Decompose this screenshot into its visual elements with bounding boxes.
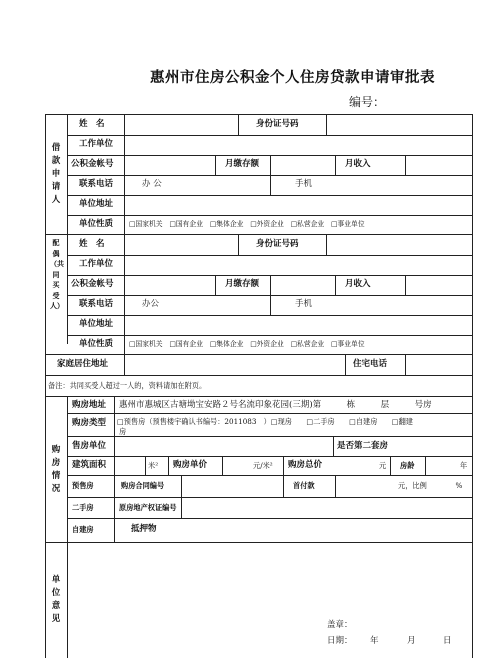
spouse-employer-label: 工作单位 <box>79 259 114 269</box>
spouse-phone-label: 联系电话 <box>79 299 114 309</box>
employer-opinion-label: 单位意见 <box>51 575 61 624</box>
down-payment-unit: 元，比例 % <box>398 481 463 490</box>
total-price-label: 购房总价 <box>288 460 323 470</box>
spouse-nature-label: 单位性质 <box>79 339 114 349</box>
note-text: 备注：共同买受人超过一人的，资料请加在附页。 <box>48 381 207 390</box>
seal-label: 盖章： <box>327 620 353 630</box>
borrower-address-label: 单位地址 <box>79 199 114 209</box>
borrower-monthly-deposit-label: 月缴存额 <box>225 159 260 169</box>
spouse-office-label: 办公 <box>142 299 160 309</box>
purchase-type-label: 购房类型 <box>72 418 107 428</box>
mortgage-label: 抵押物 <box>131 524 157 534</box>
contract-number-label: 购房合同编号 <box>121 481 165 490</box>
spouse-name-label: 姓 名 <box>79 239 105 249</box>
date-year: 年 <box>370 636 379 646</box>
seller-label: 售房单位 <box>72 441 107 451</box>
selfbuild-label: 自建房 <box>72 525 94 534</box>
spouse-monthly-income-label: 月收入 <box>345 279 371 289</box>
spouse-address-label: 单位地址 <box>79 319 114 329</box>
property-cert-label: 原房地产权证编号 <box>119 503 177 512</box>
borrower-mobile-label: 手机 <box>295 179 313 189</box>
purchase-address-label: 购房地址 <box>72 400 107 410</box>
form-table <box>45 114 473 658</box>
second-home-label: 是否第二套房 <box>337 441 389 451</box>
spouse-account-label: 公积金帐号 <box>71 279 114 289</box>
borrower-section-label: 借款申请人 <box>51 143 61 205</box>
date-day: 日 <box>443 636 452 646</box>
house-age-label: 房龄 <box>400 461 415 470</box>
spouse-id-label: 身份证号码 <box>256 239 299 249</box>
down-payment-label: 首付款 <box>293 481 315 490</box>
spouse-section-label: 配偶（共同买受人） <box>50 238 64 310</box>
house-age-unit: 年 <box>460 461 468 470</box>
form-number-label: 编号： <box>349 95 386 109</box>
spouse-mobile-label: 手机 <box>295 299 313 309</box>
purchase-type-options-wrap: 房 <box>119 427 127 436</box>
total-price-unit: 元 <box>379 461 387 470</box>
spouse-monthly-deposit-label: 月缴存额 <box>225 279 260 289</box>
spouse-nature-options: □国家机关 □国有企业 □集体企业 □外资企业 □私营企业 □事业单位 <box>129 340 365 348</box>
purchase-section-label: 购房情况 <box>51 445 61 494</box>
borrower-employer-label: 工作单位 <box>79 139 114 149</box>
presale-label: 预售房 <box>72 481 94 490</box>
borrower-account-label: 公积金帐号 <box>71 159 114 169</box>
purchase-address-value: 惠州市惠城区古塘坳宝安路２号名流印象花园(三期)第 栋 层 号房 <box>119 400 432 410</box>
borrower-office-label: 办 公 <box>142 179 162 189</box>
date-month: 月 <box>407 636 416 646</box>
area-label: 建筑面积 <box>72 460 107 470</box>
unit-price-unit: 元/米² <box>253 461 273 470</box>
date-label: 日期： <box>327 636 353 646</box>
borrower-nature-options: □国家机关 □国有企业 □集体企业 □外资企业 □私营企业 □事业单位 <box>129 220 365 228</box>
form-title: 惠州市住房公积金个人住房贷款申请审批表 <box>150 69 435 86</box>
borrower-name-label: 姓 名 <box>79 119 105 129</box>
home-address-label: 家庭居住地址 <box>57 359 109 369</box>
purchase-type-options: □预售房（预售楼宇确认书编号：2011083 ）□现房 □二手房 □自建房 □翻建 <box>117 417 413 426</box>
home-phone-label: 住宅电话 <box>353 359 388 369</box>
borrower-monthly-income-label: 月收入 <box>345 159 371 169</box>
unit-price-label: 购房单价 <box>173 460 208 470</box>
borrower-nature-label: 单位性质 <box>79 219 114 229</box>
resale-label: 二手房 <box>72 503 94 512</box>
area-unit: 米² <box>148 461 159 470</box>
borrower-id-label: 身份证号码 <box>256 119 299 129</box>
borrower-phone-label: 联系电话 <box>79 179 114 189</box>
